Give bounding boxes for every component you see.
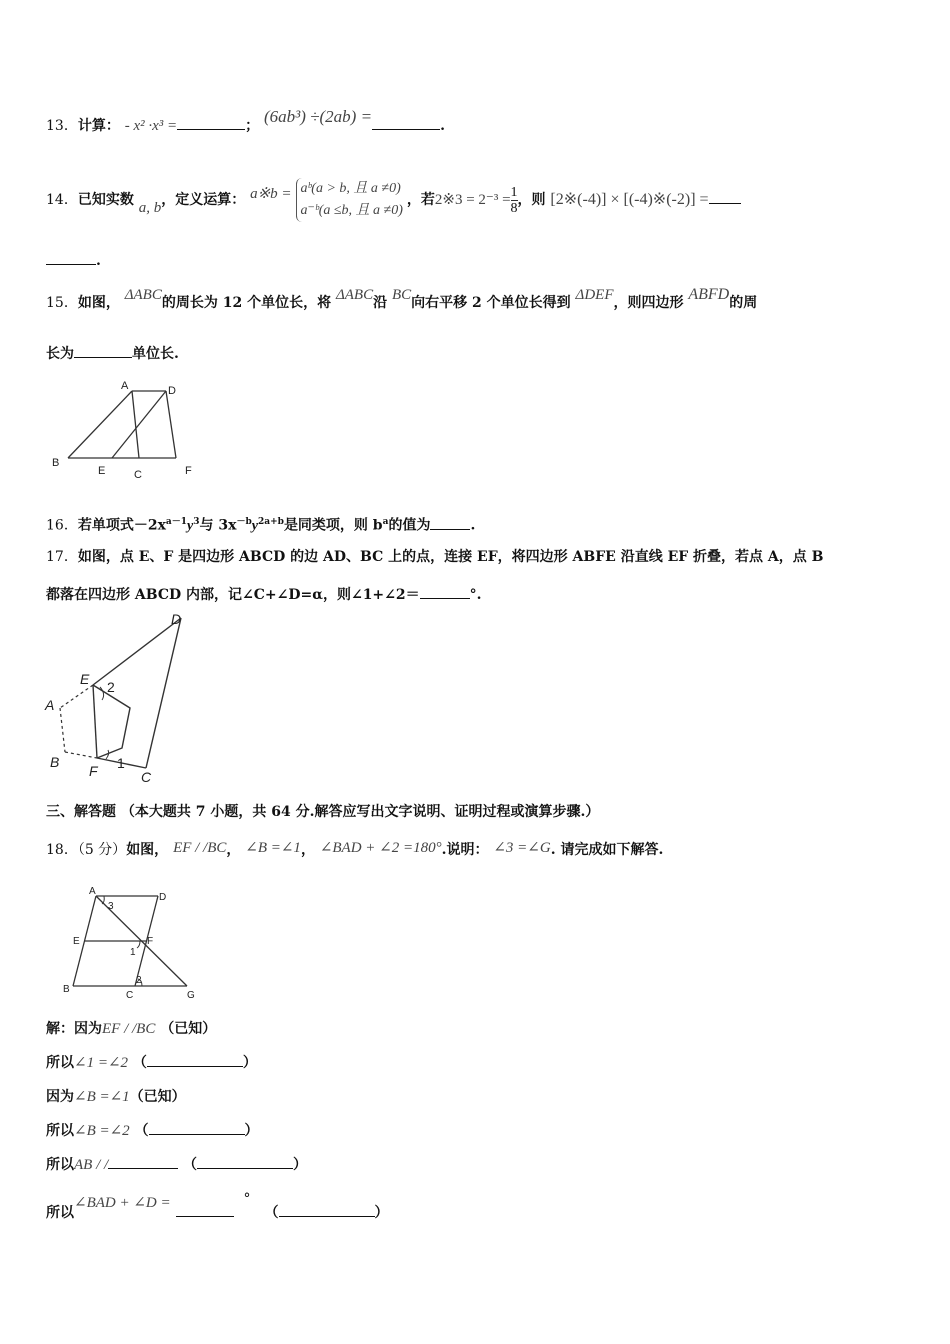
period: . — [96, 253, 101, 269]
paren-close: ） — [242, 1055, 257, 1071]
answer-blank[interactable] — [420, 584, 470, 599]
label-angle-2: 2 — [107, 679, 115, 695]
question-text: 向右平移 2 个单位长得到 — [411, 295, 571, 311]
question-text: 长为 — [46, 346, 74, 362]
paren-close: ） — [244, 1123, 259, 1139]
math-expression: ∠1 =∠2 — [74, 1055, 129, 1071]
label-C: C — [141, 769, 152, 785]
question-text: 单位长. — [132, 346, 179, 362]
math-expression: AB / / — [74, 1157, 109, 1173]
question-text: 的周 — [729, 295, 758, 311]
dashed-EA — [60, 685, 93, 708]
question-text: 沿 — [373, 295, 388, 311]
folded-quadrilateral — [93, 685, 130, 758]
dashed-AB — [60, 708, 65, 752]
label-F: F — [185, 465, 192, 477]
section-3-header — [46, 802, 599, 822]
answer-blank[interactable] — [279, 1202, 375, 1217]
label-D: D — [171, 611, 182, 627]
math-expression: EF / /BC — [173, 840, 227, 856]
label-E: E — [73, 936, 80, 947]
question-number: 15． — [46, 295, 78, 311]
math-symbol: ABFD — [688, 286, 730, 303]
label-G: G — [187, 990, 195, 1001]
label-F: F — [147, 936, 154, 947]
solution-text: 所以 — [46, 1123, 74, 1139]
label-B: B — [63, 984, 70, 995]
reason: （已知） — [160, 1021, 217, 1037]
question-score: （5 分） — [77, 842, 127, 858]
exponent: 2a+b — [258, 517, 284, 527]
answer-blank[interactable] — [147, 1052, 243, 1067]
paren-close: ） — [374, 1205, 389, 1221]
label-E: E — [80, 671, 90, 687]
solution-line-2 — [46, 1052, 257, 1073]
angle-1-arc — [137, 941, 140, 948]
label-E: E — [98, 465, 106, 477]
solution-text: 解：因为 — [46, 1021, 102, 1037]
math-vars: a, b — [138, 200, 162, 216]
solution-text: 因为 — [46, 1089, 74, 1105]
label-F: F — [89, 763, 98, 779]
label-angle-3: 3 — [108, 901, 114, 912]
section-note: （本大题共 7 小题，共 64 分.解答应写出文字说明、证明过程或演算步骤.） — [120, 804, 600, 820]
answer-blank[interactable] — [372, 115, 440, 130]
question-text: 都落在四边形 ABCD 内部，记∠C+∠D=α，则∠1+∠2＝ — [46, 587, 420, 603]
answer-blank[interactable] — [108, 1154, 178, 1169]
question-number: 17． — [46, 549, 78, 565]
segment-DF — [166, 391, 176, 458]
math-expression: ∠3 =∠G — [493, 840, 551, 856]
question-text: ，则 — [517, 192, 546, 208]
section-title: 三、解答题 — [46, 804, 116, 820]
question-label: 已知实数 — [77, 192, 134, 208]
solution-line-1 — [46, 1019, 216, 1039]
question-text: 如图， — [77, 295, 120, 311]
question-16 — [46, 512, 475, 537]
question-14-cont — [46, 250, 101, 271]
label-A: A — [89, 886, 96, 897]
question-text: 如图，点 E、F 是四边形 ABCD 的边 AD、BC 上的点，连接 EF，将四边形 ABFE 沿直线 EF 折叠，若点 A，点 B — [77, 549, 824, 565]
reason: （已知） — [129, 1089, 186, 1105]
fraction-denominator: 8 — [510, 200, 518, 216]
math-expression: EF / /BC — [102, 1021, 156, 1037]
segment-EF — [93, 685, 97, 758]
exponent: a－1 — [165, 517, 188, 527]
segment-AC — [132, 391, 139, 458]
answer-blank[interactable] — [709, 189, 741, 204]
solution-line-4 — [46, 1120, 259, 1141]
math-expression: ∠BAD + ∠2 =180° — [319, 840, 442, 856]
math-expression: ∠B =∠2 — [74, 1123, 130, 1139]
piecewise-definition — [296, 178, 403, 222]
math-expression: a※b = — [250, 186, 292, 202]
figure-q17 — [40, 610, 200, 790]
fraction — [511, 185, 518, 216]
question-text: 与 3x — [199, 517, 237, 534]
math-symbol: BC — [391, 287, 412, 303]
math-expression: ∠B =∠1 — [245, 840, 301, 856]
solution-line-3 — [46, 1087, 186, 1107]
case-1: aᵇ(a > b, 且 a ≠0) — [300, 181, 401, 196]
answer-blank[interactable] — [430, 515, 470, 530]
answer-blank[interactable] — [176, 1202, 234, 1217]
math-expression: [2※(-4)] × [(-4)※(-2)] = — [550, 191, 709, 208]
segment-DE — [112, 391, 166, 458]
label-A: A — [45, 697, 55, 713]
question-text: . 请完成如下解答. — [550, 842, 664, 858]
math-expression: - x² ·x³ = — [124, 118, 178, 134]
question-18 — [46, 840, 663, 860]
answer-blank[interactable] — [149, 1120, 245, 1135]
question-17-cont — [46, 584, 482, 605]
variable: y — [251, 518, 258, 534]
math-symbol: ΔDEF — [575, 287, 614, 303]
question-text: 若单项式－2x — [77, 517, 166, 534]
question-number: 14． — [46, 192, 78, 208]
question-number: 13． — [46, 118, 78, 134]
dashed-BF — [65, 752, 97, 758]
paren-open: （ — [134, 1123, 149, 1139]
label-D: D — [159, 892, 167, 903]
question-text: °. — [469, 587, 482, 603]
figure-q18 — [56, 882, 206, 1004]
label-C: C — [134, 469, 142, 481]
math-expression: ∠BAD + ∠D = — [74, 1195, 171, 1211]
answer-blank[interactable] — [197, 1154, 293, 1169]
label-angle-2: 2 — [136, 975, 142, 986]
question-number: 18． — [46, 842, 78, 858]
variable: y — [187, 518, 194, 534]
label-angle-1: 1 — [117, 755, 125, 771]
math-symbol: ΔABC — [124, 287, 162, 303]
period: . — [440, 118, 445, 134]
solution-text: 所以 — [46, 1055, 74, 1071]
question-text: 如图， — [126, 842, 169, 858]
degree-symbol: ° — [243, 1191, 251, 1207]
math-expression: 2※3 = 2⁻³ = — [434, 192, 511, 208]
answer-blank[interactable] — [177, 115, 245, 130]
figure-q15 — [48, 376, 208, 486]
exponent: －b — [236, 517, 252, 527]
label-angle-1: 1 — [130, 947, 136, 958]
label-B: B — [50, 754, 60, 770]
label-B: B — [52, 457, 60, 469]
paren-open: （ — [183, 1157, 198, 1173]
case-2: a⁻ᵇ(a ≤b, 且 a ≠0) — [300, 203, 403, 218]
solution-text: 所以 — [46, 1205, 74, 1221]
answer-blank[interactable] — [74, 343, 132, 358]
label-C: C — [126, 990, 134, 1001]
answer-blank[interactable] — [46, 250, 96, 265]
separator: ， — [300, 842, 315, 858]
question-text: 是同类项，则 b — [283, 517, 383, 534]
math-symbol: ΔABC — [335, 287, 374, 303]
exponent: a — [382, 517, 389, 527]
question-label: 计算： — [77, 118, 120, 134]
label-A: A — [121, 380, 129, 392]
solution-line-6 — [46, 1191, 389, 1223]
question-15 — [46, 286, 758, 313]
separator: ， — [226, 842, 241, 858]
solution-text: 所以 — [46, 1157, 74, 1173]
question-17 — [46, 547, 824, 567]
paren-close: ） — [293, 1157, 308, 1173]
solution-line-5 — [46, 1154, 307, 1175]
segment-AB — [68, 391, 132, 458]
question-13 — [46, 107, 445, 136]
math-expression: (6ab³) ÷(2ab) = — [264, 107, 373, 126]
separator: ； — [245, 118, 260, 134]
question-14 — [46, 178, 741, 222]
question-text: 的值为 — [388, 517, 431, 534]
question-text: .说明： — [441, 842, 489, 858]
label-D: D — [168, 385, 176, 397]
paren-open: （ — [264, 1205, 279, 1221]
period: . — [470, 517, 476, 534]
exponent: 3 — [193, 517, 200, 527]
paren-open: （ — [132, 1055, 147, 1071]
question-text: ，则四边形 — [613, 295, 684, 311]
question-number: 16． — [46, 517, 78, 534]
question-15-cont — [46, 343, 179, 364]
fraction-numerator: 1 — [510, 184, 518, 200]
question-text: 的周长为 12 个单位长，将 — [161, 295, 332, 311]
question-text: ，定义运算： — [161, 192, 246, 208]
math-expression: ∠B =∠1 — [74, 1089, 130, 1105]
question-text: ，若 — [406, 192, 435, 208]
